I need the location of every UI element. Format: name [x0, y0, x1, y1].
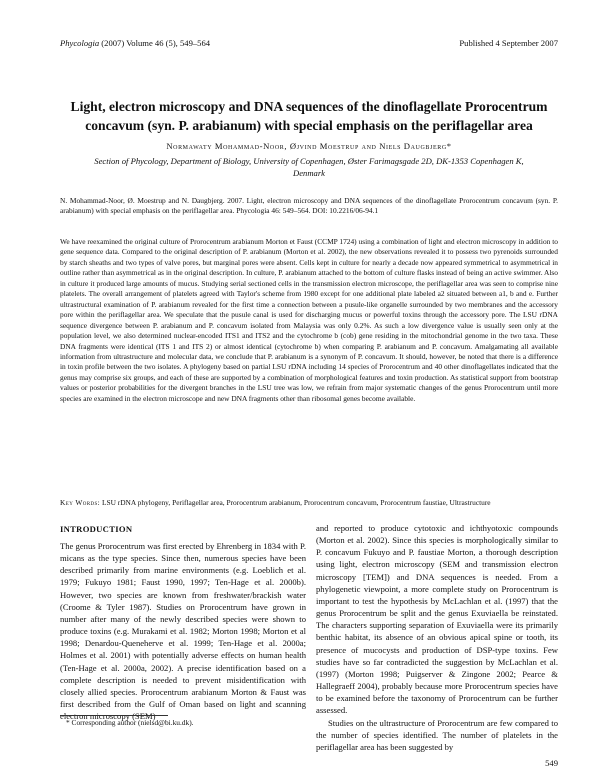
intro-left-column [60, 540, 306, 722]
article-title: Light, electron microscopy and DNA sequences of the dinoflagellate Prorocentrum concavum (syn. P. arabianum) with special emphasis on the periflagellar area [70, 99, 548, 133]
journal-citation [60, 38, 210, 48]
journal-volume: (2007) Volume 46 (5), 549–564 [99, 38, 211, 48]
author-list: Normawaty Mohammad-Noor, Øjvind Moestrup and Niels Daugbjerg* [166, 141, 452, 151]
abstract: We have reexamined the original culture of Prorocentrum arabianum Morton et Faust (CCMP 1724) using a combination of light and electron microscopy in addition to gene sequence data. Compared to the original description of P. arabianum (Morton et al. 2002), the new observations revealed it to possess two pyrenoids surrounded by starch sheaths and two types of valve pores, but marginal pores were absent. Cells kept in culture for nearly a decade now appeared symmetrical to asymmetrical in outline rather than asymmetrical as in the original description. In culture, P. arabianum attached to the bottom of culture flasks instead of being an active swimmer. Also in culture it produced large amounts of mucus. Studying serial sectioned cells in the transmission electron microscope, the periflagellar area was seen to comprise nine platelets. The overall arrangement of platelets agreed with Taylor's scheme from 1980 except for one additional plate labeled a2 situated between a1, b and e. Further ultrastructural examination of P. arabianum revealed for the first time a connection between a pusule-like organelle surrounded by two membranes and the accessory pore within the periflagellar area. We speculate that the pusule canal is used for discharging mucus or powerful toxins through the accessory pore. The LSU rDNA sequence divergence between P. arabianum and P. concavum isolated from Malaysia was only 0.2%. As such a low divergence value is usually seen only at the population level, we also determined nuclear-encoded ITS1 and ITS2 and the cytochrome b (cob) gene residing in the mitochondrial genome in the two taxa. These DNA fragments were identical (ITS 1 and ITS 2) or almost identical (cytochrome b) when comparing P. arabianum and P. concavum. Amalgamating all available information from ultrastructure and molecular data, we conclude that P. arabianum is a synonym of P. concavum. It should, however, be noted that there is a difference in toxin profile between the two isolates. A phylogeny based on partial LSU rDNA including 14 species of Prorocentrum and 40 other dinoflagellates indicated that the genus may comprise six groups, and each of these are supported by a combination of morphological features and toxin production. As statistical support from bootstrap values or posterior probabilities for the divergent branches in the LSU tree was low, we refrain from major systematic changes of the genus Prorocentrum until more species are examined in the electron microscope and new DNA fragments other than ribosomal genes become available. [60, 237, 558, 403]
intro-paragraph-3: Studies on the ultrastructure of Prorocentrum are few compared to the number of species identified. The number of platelets in the periflagellar area has been suggested by [316, 717, 558, 752]
author-affiliation: Section of Phycology, Department of Biology, University of Copenhagen, Øster Farimagsgade 2D, DK-1353 Copenhagen K, Denmark [94, 156, 524, 178]
journal-name: Phycologia [60, 38, 100, 48]
running-head [60, 38, 558, 48]
page-number: 549 [545, 758, 558, 768]
intro-paragraph-2: and reported to produce cytotoxic and ichthyotoxic compounds (Morton et al. 2002). Since this species is morphologically similar to P. concavum Fukuyo and P. faustiae Morton, a thorough description using light, electron microscopy (SEM and transmission electron microscopy [TEM]) and DNA sequences is needed. From a phylogenetic viewpoint, a more complete study on Prorocentrum is important to test the hypothesis by McLachlan et al. (1997) that the genus Prorocentrum be split and the genus Exuviaella be reinstated. The characters supporting separation of Exuviaella were its primarily benthic habitat, its absence of an obvious apical spine or tooth, its presence of mucocysts and production of DSP-type toxins. Few studies have so far contradicted the suggestion by McLachlan et al. (1997) (Morton 1998; Puigserver & Zingone 2002; Pearce & Hallegraeff 2004), probably because more Prorocentrum species have to be examined before the taxonomy of Prorocentrum can be further assessed. [316, 523, 558, 716]
intro-right-column [316, 522, 558, 753]
keywords [60, 498, 558, 508]
publication-date: Published 4 September 2007 [459, 38, 558, 48]
keywords-label: Key Words: [60, 498, 101, 507]
intro-paragraph-1: The genus Prorocentrum was first erected by Ehrenberg in 1834 with P. micans as the type species. Since then, numerous species have been described primarily from marine environments (e.g. Loeblich et al. 1979; Fukuyo 1981; Faust 1990, 1997; Ten-Hage et al. 2000b). However, two species are known from freshwater/brackish water (Croome & Tyler 1987). Studies on Prorocentrum have grown in number after many of the newly described species were shown to produce toxins (e.g. Murakami et al. 1982; Morton 1998; Morton et al 1998; Denardou-Queneherve et al. 1999; Ten-Hage et al. 2000a; Holmes et al. 2001) with potentially adverse effects on human health (Ten-Hage et al. 2000a, 2002). A precise identification based on a complete description is needed to prevent misidentification with closely allied species. Prorocentrum arabianum Morton & Faust was first described from the Gulf of Oman based on light and scanning electron microscopy (SEM) [60, 541, 306, 722]
section-heading-introduction: INTRODUCTION [60, 524, 133, 534]
corresponding-author-footnote: * Corresponding author (nielsd@bi.ku.dk). [66, 718, 194, 727]
article-citation: N. Mohammad-Noor, Ø. Moestrup and N. Daugbjerg. 2007. Light, electron microscopy and DNA sequences of the dinoflagellate Prorocentrum concavum (syn. P. arabianum) with special emphasis on the periflagellar area. Phycologia 46: 549–564. DOI: 10.2216/06-94.1 [60, 196, 558, 216]
keywords-text: LSU rDNA phylogeny, Periflagellar area, Prorocentrum arabianum, Prorocentrum concavum, Prorocentrum faustiae, Ultrastructure [101, 498, 491, 507]
footnote-rule [60, 715, 168, 716]
